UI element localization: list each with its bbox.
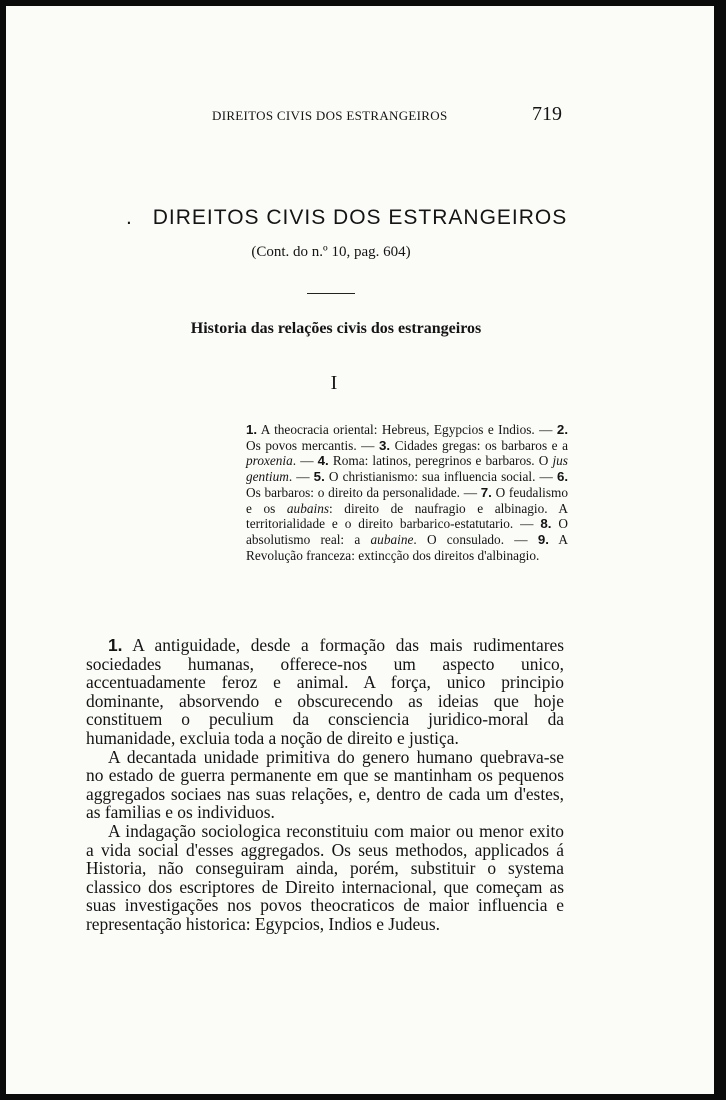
summary-italic: aubains <box>286 500 330 516</box>
summary-text: Os barbaros: o direito da personalidade. — <box>246 484 478 500</box>
summary-text: Roma: latinos, peregrinos e barbaros. O <box>332 453 549 469</box>
paragraph: A decantada unidade primitiva do genero humano quebrava-se no estado de guerra permanente em que se mantinham os pequenos aggregados sociaes nas suas relações, e, dentro de cada um d'estes, as familias e os individuos. <box>86 746 564 823</box>
summary-text: . O consulado. — <box>413 531 528 547</box>
summary-text: O absolutismo real: a <box>246 516 569 547</box>
summary-text: O christianismo: sua influencia social. — <box>328 469 553 485</box>
summary-text: A Revolução franceza: extincção dos direitos d'albinagio. <box>246 531 569 563</box>
summary-text: Os povos mercantis. — <box>246 437 375 453</box>
summary-number: 8. <box>540 516 552 532</box>
summary-text: . — <box>292 453 314 469</box>
summary-italic: proxenia <box>246 453 293 469</box>
summary-text: . — <box>288 469 310 485</box>
article-title <box>6 206 714 230</box>
running-title: DIREITOS CIVIS DOS ESTRANGEIROS <box>212 108 448 123</box>
paragraph-text: A antiguidade, desde a formação das mais rudimentares sociedades humanas, offerece-nos um aspecto unico, accentuadamente feroz e animal. A força, unico principio dominante, absorvendo e obscurecendo as ideias que hoje constituem o peculium da consciencia juridico-moral da humanidade, excluia toda a noção de direito e justiça. <box>86 635 565 748</box>
running-header <box>6 103 714 130</box>
summary-number: 7. <box>480 484 492 500</box>
summary-number: 5. <box>313 469 325 485</box>
summary-number: 3. <box>379 437 391 453</box>
paragraph-number: 1. <box>108 635 123 655</box>
summary-italic: jus gentium <box>246 453 568 485</box>
summary-number: 9. <box>537 531 549 547</box>
summary-text: O feudalismo e os <box>246 484 568 516</box>
chapter-numeral: I <box>330 372 338 394</box>
title-bullet: . <box>126 206 133 229</box>
article-title-text: DIREITOS CIVIS DOS ESTRANGEIROS <box>152 206 568 229</box>
summary-number: 6. <box>556 469 569 485</box>
divider-rule <box>307 293 355 294</box>
paragraph <box>86 636 564 748</box>
summary-text: : direito de naufragio e albinagio. A territorialidade e o direito barbarico-estatutario. — <box>246 500 568 532</box>
paragraph: A indagação sociologica reconstituiu com maior ou menor exito a vida social d'esses aggregados. Os seus methodos, applicados á Historia, não conseguiram ainda, porém, substituir o systema classico dos escriptores de Direito internacional, que começam as suas investigações nos povos theocraticos de maior influencia e representação historica: Egypcios, Indios e Judeus. <box>86 820 564 934</box>
page-number: 719 <box>532 103 562 125</box>
section-heading: Historia das relações civis dos estrangeiros <box>190 320 482 337</box>
continuation-note: (Cont. do n.º 10, pag. 604) <box>251 244 411 260</box>
chapter-summary <box>246 422 568 563</box>
book-page <box>6 6 714 1094</box>
summary-italic: aubaine <box>370 531 414 547</box>
summary-text: Cidades gregas: os barbaros e a <box>394 437 569 453</box>
summary-number: 4. <box>317 453 329 469</box>
body-text <box>86 636 564 934</box>
summary-number: 2. <box>556 422 569 437</box>
summary-text: A theocracia oriental: Hebreus, Egypcios e Indios. — <box>260 422 553 437</box>
summary-number: 1. <box>246 422 258 437</box>
